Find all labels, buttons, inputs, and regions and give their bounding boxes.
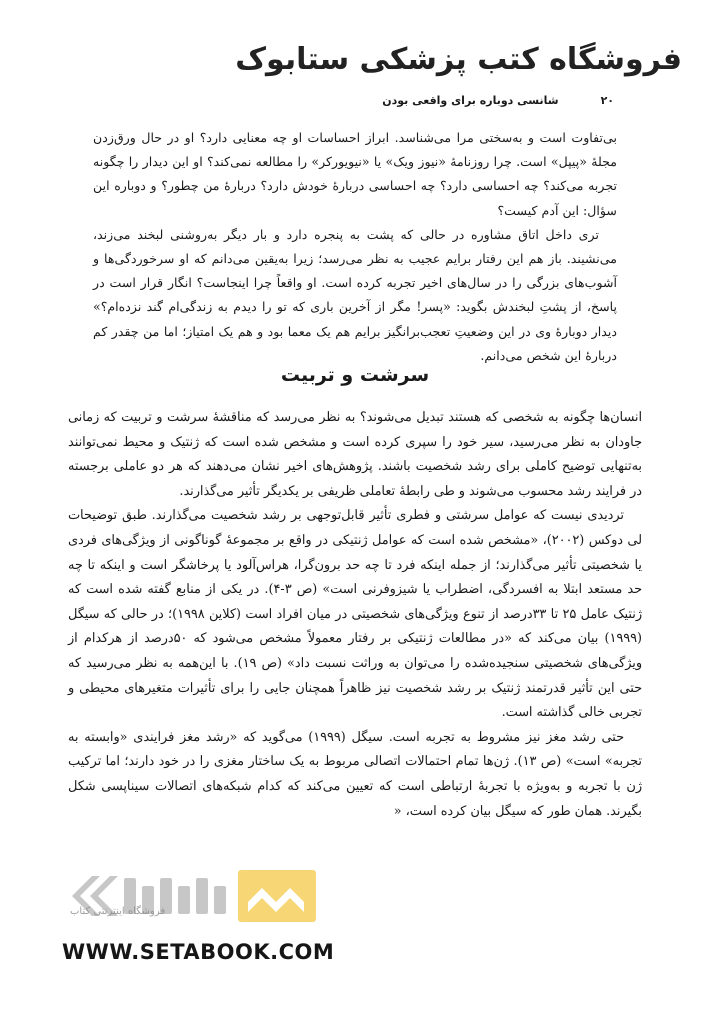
paragraph: تری داخل اتاق مشاوره در حالی که پشت به پنجره دارد و بار دیگر به‌روشنی لبخند می‌زند، می‌نشیند. باز هم این رفتار برایم عجیب به نظر می‌رسد؛ زیرا به‌یقین می‌دانم که او سرخوردگی‌ها و آشوب‌های بزرگی را در سال‌های اخیر تجربه کرده است. او واقعاً چرا اینجاست؟ انگار قرار است در پاسخ، از پشتِ لبخندش بگوید: «پسر! مگر از آخرین باری که تو را دیدم به زندگی‌ام گند نزده‌ام؟» دیدار دوبارهٔ وی در این وضعیتِ تعجب‌برانگیز برایم هم یک معما بود و هم یک امتیاز؛ اما من چقدر کم دربارهٔ این شخص می‌دانم. [93, 226, 617, 363]
watermark-url[interactable]: WWW.SETABOOK.COM [62, 940, 335, 964]
running-head [96, 94, 614, 107]
section-heading: سرشت و تربیت [280, 364, 430, 386]
section-text [68, 406, 642, 824]
setabook-logo-icon [62, 856, 342, 936]
intro-text [93, 126, 617, 368]
running-title: شانسی دوباره برای واقعی بودن [382, 94, 559, 107]
watermark-tagline: فروشگاه اینترنتی کتاب [70, 906, 166, 917]
paragraph: تردیدی نیست که عوامل سرشتی و فطری تأثیر قابل‌توجهی بر رشد شخصیت می‌گذارند. طبق توضیحات لی دوکس (۲۰۰۲)، «مشخص شده است که عوامل ژنتیکی در واقع بر مجموعهٔ گوناگونی از ویژگی‌های فردی یا شخصیتی تأثیر می‌گذارند؛ از جمله اینکه فرد تا چه حد برون‌گرا، هراس‌آلود یا پرخاشگر است و اینکه تا چه حد مستعد ابتلا به افسردگی، اضطراب یا شیزوفرنی است» (ص ۳-۴). در یکی از منابع گفته شده است که ژنتیک عامل ۲۵ تا ۳۳درصد از تنوع ویژگی‌های شخصیتی در میان افراد است (کلاین ۱۹۹۸)؛ در حالی که سیگل (۱۹۹۹) بیان می‌کند که «در مطالعات ژنتیکی بر رفتار معمولاً مشخص می‌شود که ۵۰درصد از هرکدام از ویژگی‌های شخصیتی سنجیده‌شده را می‌توان به وراثت نسبت داد» (ص ۱۹). با این‌همه به نظر می‌رسید که حتی این تأثیر قدرتمند ژنتیک بر رشد شخصیت نیز ظاهراً همچنان جایی را برای تأثیرات متغیرهای محیطی و تجربی خالی گذاشته است. [68, 508, 643, 721]
page-number: ۲۰ [600, 94, 614, 107]
paragraph: بی‌تفاوت است و به‌سختی مرا می‌شناسد. ابراز احساسات او چه معنایی دارد؟ او در حال ورق‌زدن مجلهٔ «پیپل» است. چرا روزنامهٔ «نیوز ویک» یا «نیویورکر» را مطالعه نمی‌کند؟ او این دیدار را چگونه تجربه می‌کند؟ چه احساسی دارد؟ چه احساسی دربارهٔ خودش دارد؟ دربارهٔ من چطور؟ و دوباره این سؤال: این آدم کیست؟ [93, 130, 617, 218]
paragraph: انسان‌ها چگونه به شخصی که هستند تبدیل می‌شوند؟ به نظر می‌رسد که مناقشهٔ سرشت و تربیت که زمانی جاودان به نظر می‌رسید، سیر خود را سپری کرده است و مشخص شده است که ژنتیک و محیط نمی‌توانند به‌تنهایی توضیح کاملی برای رشد شخصیت باشند. پژوهش‌های اخیر نشان می‌دهند که هر دو عاملی برجسته در فرایند رشد محسوب می‌شوند و طی رابطهٔ تعاملی ظریفی بر یکدیگر تأثیر می‌گذارند. [68, 410, 642, 499]
paragraph: حتی رشد مغز نیز مشروط به تجربه است. سیگل (۱۹۹۹) می‌گوید که «رشد مغز فرایندی «وابسته به تجربه» است» (ص ۱۳). ژن‌ها تمام احتمالات اتصالی مربوط به یک ساختار مغزی را در خود دارند؛ اما ترکیب ژن با تجربه و به‌ویژه با تجربهٔ ارتباطی است که تعیین می‌کند که کدام شبکه‌های اتصالات سیناپسی شکل بگیرند. همان طور که سیگل بیان کرده است، « [68, 729, 642, 819]
banner-title: فروشگاه کتب پزشکی ستابوک [235, 42, 682, 77]
